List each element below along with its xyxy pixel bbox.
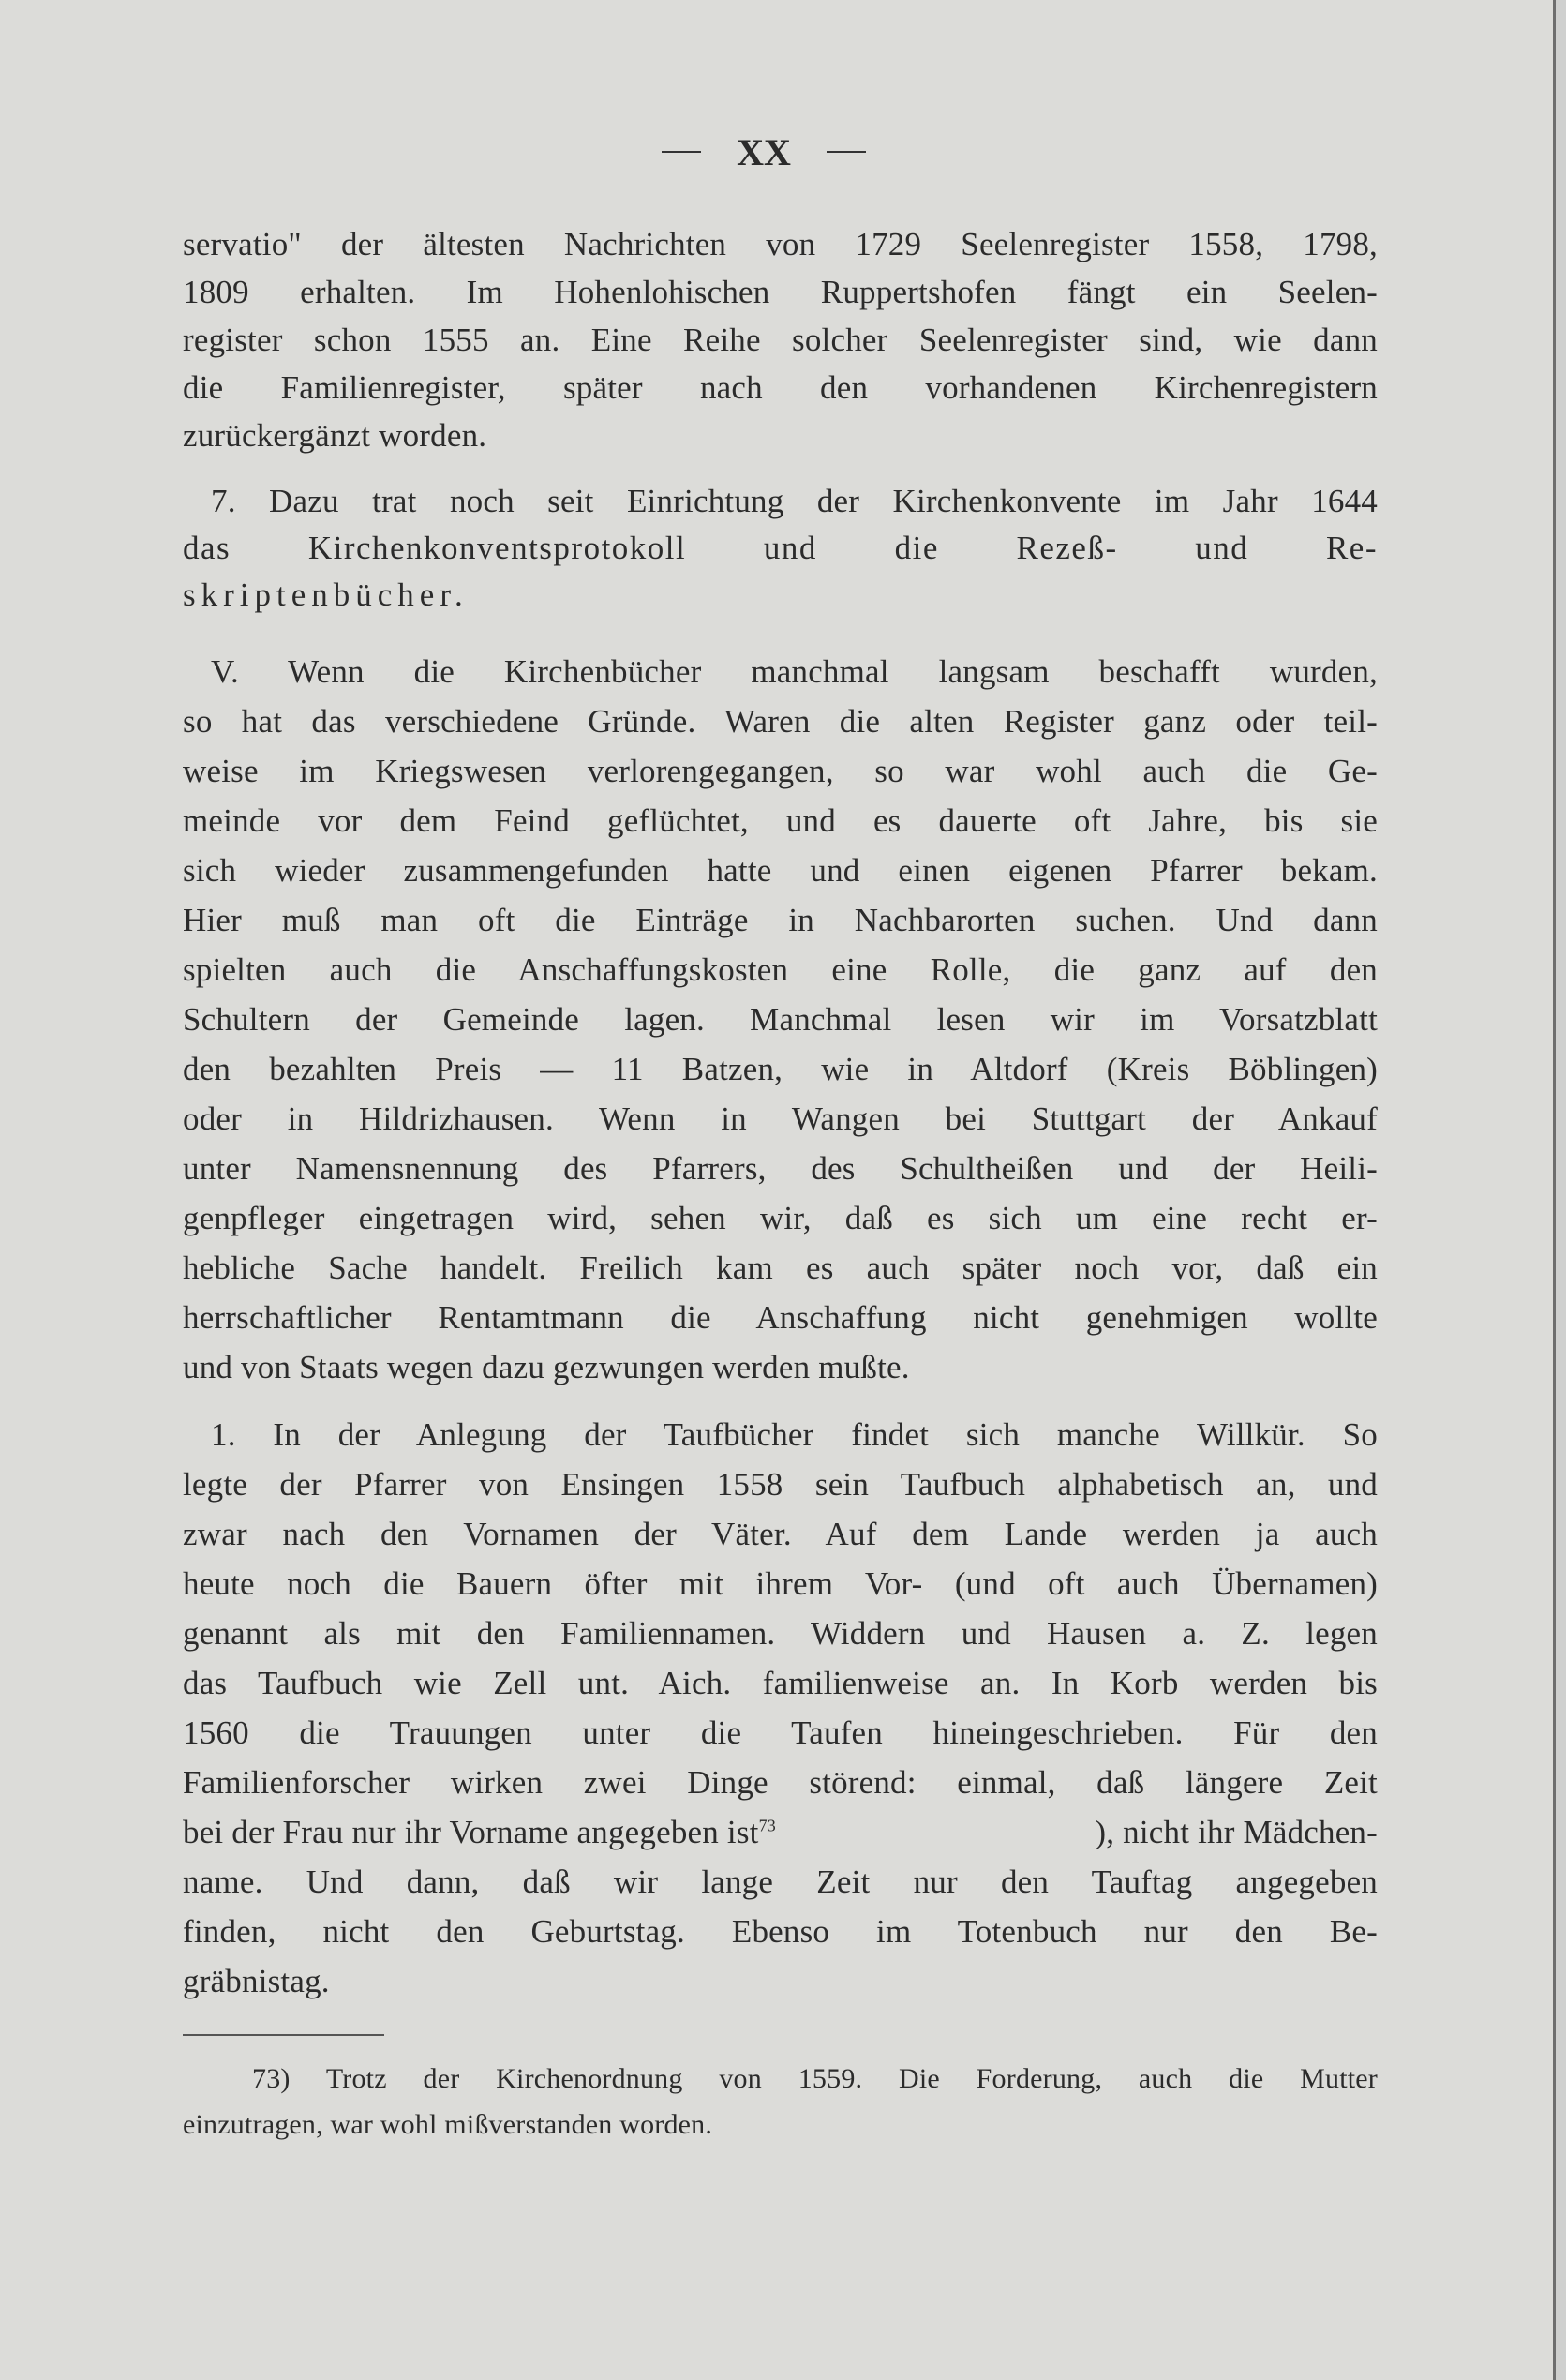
text-line: oder in Hildrizhausen. Wenn in Wangen bei Stuttgart der Ankauf — [183, 1100, 1378, 1137]
dash-left — [662, 151, 701, 153]
text-line: heute noch die Bauern öfter mit ihrem Vor- (und oft auch Übernamen) — [183, 1565, 1378, 1602]
text-line: 7. Dazu trat noch seit Einrichtung der Kirchenkonvente im Jahr 1644 — [211, 483, 1378, 519]
text-line: spielten auch die Anschaffungskosten eine Rolle, die ganz auf den — [183, 951, 1378, 988]
text-line: sich wieder zusammengefunden hatte und einen eigenen Pfarrer bekam. — [183, 852, 1378, 889]
page-header — [647, 130, 881, 173]
text-line: 1. In der Anlegung der Taufbücher findet sich manche Willkür. So — [211, 1416, 1378, 1453]
text-line — [183, 1807, 1378, 1857]
text-line: genannt als mit den Familiennamen. Widdern und Hausen a. Z. legen — [183, 1615, 1378, 1652]
text-line: und von Staats wegen dazu gezwungen werden mußte. — [183, 1349, 910, 1385]
page-number: XX — [737, 130, 791, 173]
text-line: den bezahlten Preis — 11 Batzen, wie in Altdorf (Kreis Böblingen) — [183, 1051, 1378, 1087]
text-segment: ), nicht ihr Mädchen- — [1095, 1814, 1378, 1850]
text-line: hebliche Sache handelt. Freilich kam es auch später noch vor, daß ein — [183, 1250, 1378, 1286]
text-line: V. Wenn die Kirchenbücher manchmal langsam beschafft wurden, — [211, 653, 1378, 690]
text-line: so hat das verschiedene Gründe. Waren die alten Register ganz oder teil- — [183, 703, 1378, 740]
text-line: finden, nicht den Geburtstag. Ebenso im Totenbuch nur den Be- — [183, 1913, 1378, 1950]
footnote-line: 73) Trotz der Kirchenordnung von 1559. Die Forderung, auch die Mutter — [252, 2063, 1378, 2094]
text-line: die Familienregister, später nach den vorhandenen Kirchenregistern — [183, 369, 1378, 406]
footnote-divider — [183, 2034, 384, 2036]
text-line: register schon 1555 an. Eine Reihe solcher Seelenregister sind, wie dann — [183, 322, 1378, 358]
text-line: zurückergänzt worden. — [183, 417, 487, 454]
text-line: 1809 erhalten. Im Hohenlohischen Ruppertshofen fängt ein Seelen- — [183, 274, 1378, 310]
text-line: genpfleger eingetragen wird, sehen wir, daß es sich um eine recht er- — [183, 1200, 1378, 1236]
text-line: gräbnistag. — [183, 1963, 330, 1999]
text-line: name. Und dann, daß wir lange Zeit nur den Tauftag angegeben — [183, 1864, 1378, 1900]
text-line: Hier muß man oft die Einträge in Nachbarorten suchen. Und dann — [183, 902, 1378, 938]
text-line: das Kirchenkonventsprotokoll und die Rezeß- und Re- — [183, 530, 1378, 566]
text-line: legte der Pfarrer von Ensingen 1558 sein Taufbuch alphabetisch an, und — [183, 1466, 1378, 1503]
text-line: servatio" der ältesten Nachrichten von 1729 Seelenregister 1558, 1798, — [183, 226, 1378, 262]
footnote-reference[interactable]: 73 — [758, 1816, 776, 1835]
text-line: 1560 die Trauungen unter die Taufen hineingeschrieben. Für den — [183, 1714, 1378, 1751]
text-line: weise im Kriegswesen verlorengegangen, so war wohl auch die Ge- — [183, 753, 1378, 789]
text-line: unter Namensnennung des Pfarrers, des Schultheißen und der Heili- — [183, 1150, 1378, 1187]
text-line: Schultern der Gemeinde lagen. Manchmal lesen wir im Vorsatzblatt — [183, 1001, 1378, 1038]
dash-right — [827, 151, 866, 153]
text-line: Familienforscher wirken zwei Dinge störend: einmal, daß längere Zeit — [183, 1764, 1378, 1801]
text-line: zwar nach den Vornamen der Väter. Auf dem Lande werden ja auch — [183, 1516, 1378, 1552]
text-segment: bei der Frau nur ihr Vorname angegeben ist — [183, 1814, 759, 1850]
text-line: das Taufbuch wie Zell unt. Aich. familienweise an. In Korb werden bis — [183, 1665, 1378, 1701]
text-line: skriptenbücher. — [183, 576, 469, 613]
text-line: herrschaftlicher Rentamtmann die Anschaffung nicht genehmigen wollte — [183, 1299, 1378, 1336]
footnote-line: einzutragen, war wohl mißverstanden worden. — [183, 2109, 713, 2140]
text-line: meinde vor dem Feind geflüchtet, und es dauerte oft Jahre, bis sie — [183, 802, 1378, 839]
page-margin — [1556, 0, 1566, 2380]
